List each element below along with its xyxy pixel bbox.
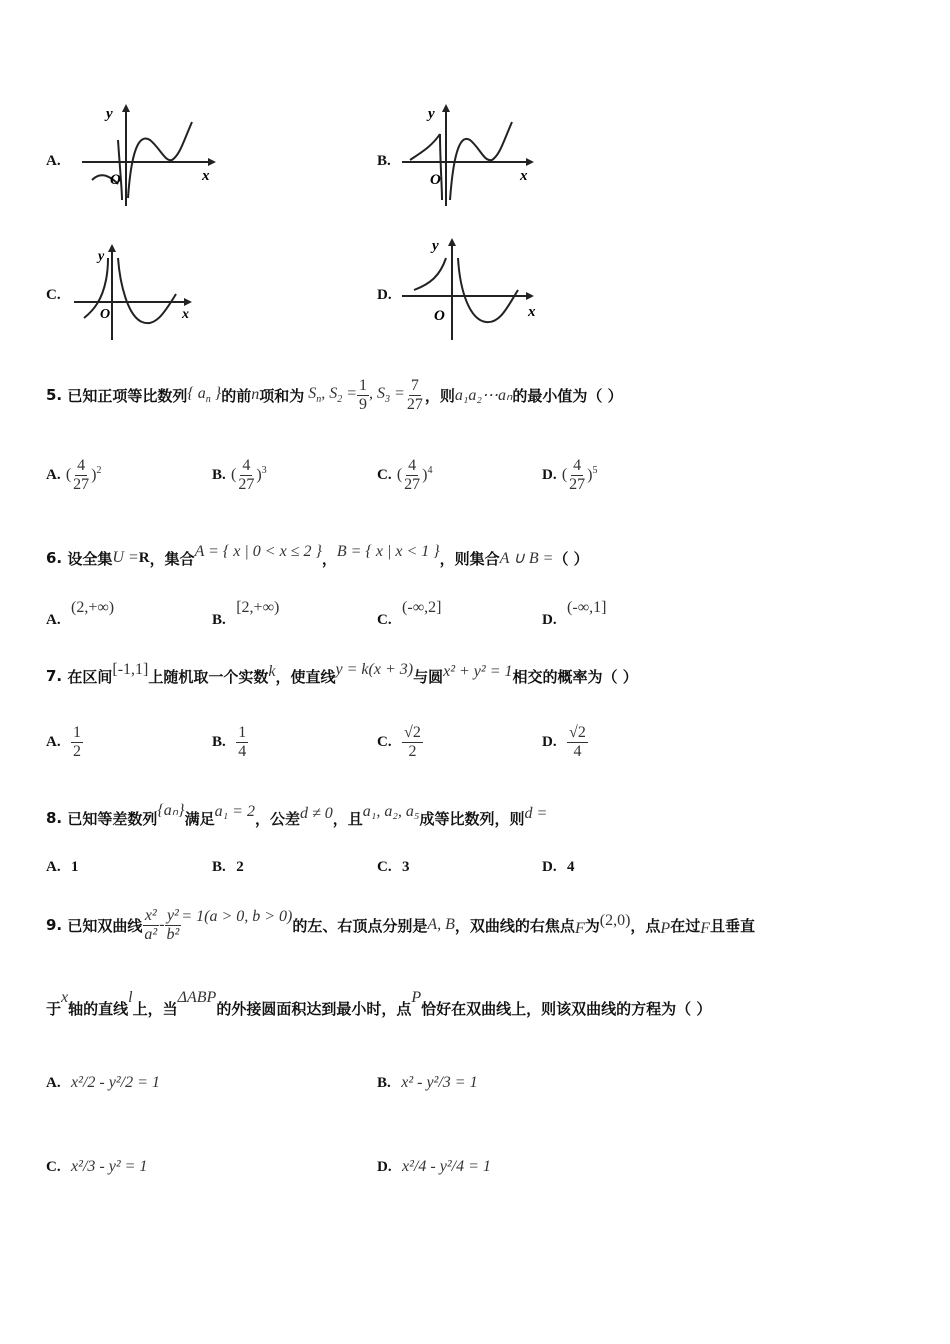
option-label: B.: [212, 733, 226, 750]
q6-text: ，集合: [149, 549, 195, 568]
y-axis-label: y: [106, 106, 113, 122]
q6-universal: U =: [112, 549, 139, 566]
q7-k: k: [268, 663, 276, 680]
q5-n: n: [251, 386, 260, 403]
option-text: 4: [567, 859, 575, 875]
origin-label: O: [100, 307, 111, 322]
q9-hyperbola-eq: = 1(a > 0, b > 0): [181, 908, 293, 925]
q9-text: 恰好在双曲线上，则该双曲线的方程为（ ）: [421, 999, 712, 1018]
q8-stem: [46, 802, 547, 834]
y-axis-label: y: [98, 249, 105, 264]
q6-text: 设全集: [67, 549, 113, 568]
q6-option-b[interactable]: [212, 598, 280, 628]
q9-text: 为: [584, 916, 600, 935]
q9-text: 且垂直: [709, 916, 755, 935]
q8-text: 已知等差数列: [67, 809, 158, 828]
q5-option-a[interactable]: A. ( $\frac{4}{27}$ )$^2$: [46, 456, 102, 493]
x-axis-label: x: [520, 168, 528, 184]
q7-option-c[interactable]: C. $\frac{√2}{2}$: [377, 723, 421, 760]
option-label: D.: [542, 733, 557, 750]
option-label: A.: [46, 1074, 61, 1091]
q5-option-c[interactable]: C. ( $\frac{4}{27}$ )$^4$: [377, 456, 433, 493]
q5-frac-s3: $\frac{7}{27}$: [406, 376, 423, 413]
q7-option-b[interactable]: B. $\frac{1}{4}$: [212, 723, 247, 760]
q9-f: F: [574, 920, 585, 937]
option-label: B.: [377, 1074, 391, 1091]
option-label: A.: [46, 733, 61, 750]
option-text: x²/4 - y²/4 = 1: [402, 1158, 491, 1175]
option-label: D.: [542, 859, 557, 875]
q8-number: 8.: [46, 809, 63, 827]
q9-ab: A, B: [427, 916, 455, 933]
x-axis-label: x: [202, 168, 210, 184]
q6-union: A ∪ B =: [499, 550, 554, 567]
q8-option-d[interactable]: [542, 857, 575, 876]
q4-option-a-label[interactable]: A.: [46, 153, 61, 169]
option-label: A.: [46, 612, 61, 628]
q9-text: 于: [46, 999, 62, 1018]
q5-text: 已知正项等比数列: [67, 386, 188, 405]
option-text: x² - y²/3 = 1: [401, 1074, 478, 1091]
q8-d-eq: d =: [524, 805, 548, 822]
q6-stem: [46, 542, 589, 574]
q7-option-a[interactable]: A. $\frac{1}{2}$: [46, 723, 82, 760]
q6-text: （ ）: [553, 549, 589, 568]
q5-sums: $S_n$, $S_2$ =: [308, 384, 358, 406]
q5-s3: , $S_3$ =: [369, 384, 405, 406]
q8-option-a[interactable]: [46, 857, 79, 876]
q6-option-a[interactable]: [46, 598, 115, 628]
option-text: x²/2 - y²/2 = 1: [71, 1074, 160, 1091]
q7-option-d[interactable]: D. $\frac{√2}{4}$: [542, 723, 586, 760]
x-axis-label: x: [528, 304, 536, 320]
q9-text: ，双曲线的右焦点: [454, 916, 575, 935]
q5-frac-s2: $\frac{1}{9}$: [359, 376, 368, 413]
q9-text: 的左、右顶点分别是: [292, 916, 428, 935]
q4-graph-c: [72, 240, 202, 344]
q6-option-c[interactable]: [377, 598, 442, 628]
q9-triangle: ΔABP: [177, 989, 217, 1006]
origin-label: O: [110, 172, 121, 188]
q9-option-c[interactable]: [46, 1142, 147, 1192]
option-label: B.: [212, 859, 226, 875]
q9-text: ，点: [630, 916, 661, 935]
q7-text: 在区间: [67, 667, 113, 686]
option-label: A.: [46, 466, 61, 483]
option-label: B.: [212, 612, 226, 628]
option-label: C.: [46, 1158, 61, 1175]
q9-minus: -: [159, 916, 165, 933]
option-text: 3: [402, 859, 410, 875]
q7-interval: [-1,1]: [112, 661, 149, 678]
q5-option-b[interactable]: B. ( $\frac{4}{27}$ )$^3$: [212, 456, 267, 493]
q5-number: 5.: [46, 386, 63, 404]
option-label: C.: [377, 612, 392, 628]
q4-option-c-label[interactable]: C.: [46, 287, 61, 303]
q8-text: 成等比数列，则: [419, 809, 525, 828]
q5-text: 的前: [221, 386, 252, 405]
q7-circle: x² + y² = 1: [443, 663, 513, 680]
q5-text: 的最小值为（ ）: [512, 386, 623, 405]
q9-stem-line1: [46, 900, 755, 950]
q9-text: 在过: [670, 916, 701, 935]
q4-graph-a: [80, 100, 220, 210]
option-label: B.: [212, 466, 226, 483]
q5-seq: { $a_n$ }: [187, 384, 222, 406]
option-text: 1: [71, 859, 79, 875]
q9-stem-line2: [46, 990, 711, 1026]
q7-options: [46, 716, 926, 768]
q9-p: P: [411, 989, 422, 1006]
q9-focus: (2,0): [599, 912, 631, 929]
option-label: C.: [377, 733, 392, 750]
q9-text: 已知双曲线: [67, 916, 143, 935]
option-label: D.: [542, 466, 557, 483]
q9-option-d[interactable]: [377, 1142, 491, 1192]
origin-label: O: [434, 308, 445, 324]
q9-f: F: [700, 920, 710, 937]
q7-line: y = k(x + 3): [335, 661, 414, 678]
option-text: (-∞,2]: [402, 599, 442, 616]
q5-options: [46, 452, 926, 498]
q6-number: 6.: [46, 549, 63, 567]
q9-l: l: [128, 989, 133, 1006]
q7-text: 与圆: [413, 667, 444, 686]
y-axis-label: y: [428, 106, 435, 122]
q7-number: 7.: [46, 667, 63, 685]
q7-text: 相交的概率为（ ）: [512, 667, 638, 686]
option-label: C.: [377, 859, 392, 875]
q6-options: [46, 598, 926, 628]
q8-text: ，公差: [254, 809, 300, 828]
q7-stem: [46, 660, 638, 692]
q6-text: ，: [321, 549, 337, 568]
y-axis-label: y: [432, 238, 439, 254]
q9-x: x: [61, 989, 69, 1006]
q6-real: R: [138, 549, 150, 566]
q5-text: ，则: [424, 386, 455, 405]
q8-options: [46, 857, 926, 879]
option-text: [2,+∞): [236, 599, 280, 616]
q6-set-a: A = { x | 0 < x ≤ 2 }: [194, 543, 322, 560]
q5-stem: [46, 370, 623, 420]
q6-option-d[interactable]: [542, 598, 607, 628]
option-text: (-∞,1]: [567, 599, 607, 616]
q9-text: 的外接圆面积达到最小时，点: [216, 999, 412, 1018]
q8-option-c[interactable]: [377, 857, 410, 876]
origin-label: O: [430, 172, 441, 188]
q5-product: a₁a₂⋯aₙ: [454, 387, 513, 404]
q4-option-d-label[interactable]: D.: [377, 287, 392, 303]
q5-option-d[interactable]: D. ( $\frac{4}{27}$ )$^5$: [542, 456, 598, 493]
q4-graph-d: [400, 232, 545, 344]
q7-text: 上随机取一个实数: [148, 667, 269, 686]
q9-option-b[interactable]: [377, 1058, 478, 1108]
q4-option-b-label[interactable]: B.: [377, 153, 391, 169]
q5-text: 项和为: [259, 386, 305, 405]
q8-text: ，且: [332, 809, 363, 828]
x-axis-label: x: [182, 307, 189, 322]
q8-a1: a₁ = 2: [214, 803, 255, 820]
option-text: 2: [236, 859, 244, 875]
q8-option-b[interactable]: [212, 857, 244, 876]
option-text: x²/3 - y² = 1: [71, 1158, 148, 1175]
q6-set-b: B = { x | x < 1 }: [336, 543, 440, 560]
option-label: D.: [542, 612, 557, 628]
q9-frac-y: $\frac{\text{y²}}{\text{b²}}$: [166, 906, 180, 943]
q8-terms: a₁, a₂, a₅: [362, 803, 420, 820]
q4-graph-b: [400, 100, 540, 210]
option-label: A.: [46, 859, 61, 875]
q9-text: 上，当: [132, 999, 178, 1018]
q9-p: P: [660, 920, 671, 937]
q8-d: d ≠ 0: [299, 805, 333, 822]
q7-text: ，使直线: [275, 667, 336, 686]
q9-number: 9.: [46, 916, 63, 934]
q9-option-a[interactable]: [46, 1058, 160, 1108]
q8-text: 满足: [184, 809, 215, 828]
q9-frac-x: $\frac{\text{x²}}{\text{a²}}$: [144, 906, 158, 943]
option-label: D.: [377, 1158, 392, 1175]
option-label: C.: [377, 466, 392, 483]
q9-text: 轴的直线: [68, 999, 129, 1018]
q8-seq: {aₙ}: [157, 802, 185, 819]
q6-text: ，则集合: [439, 549, 500, 568]
option-text: (2,+∞): [71, 599, 115, 616]
